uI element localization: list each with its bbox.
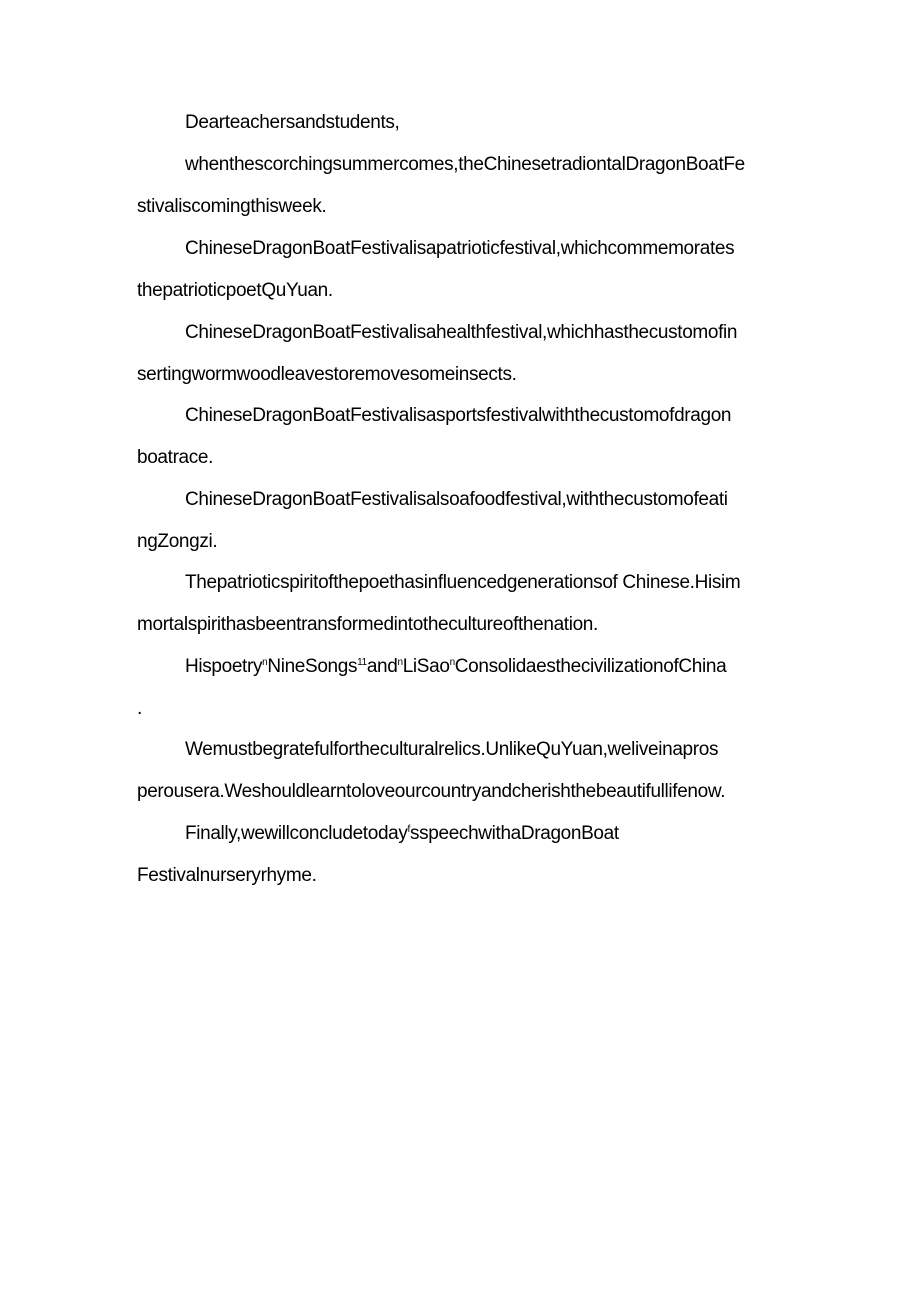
paragraph-line	[185, 822, 619, 846]
superscript-mark: n	[449, 657, 455, 668]
text-run: and	[366, 656, 398, 677]
superscript-mark: 11	[357, 657, 367, 668]
superscript-mark: f	[407, 824, 410, 835]
paragraph-line: sertingwormwoodleavestoremovesomeinsects.	[137, 364, 517, 385]
paragraph-line: .	[137, 698, 142, 719]
text-run: LiSao	[402, 656, 450, 677]
paragraph-line: mortalspirithasbeentransformedintothecultureofthenation.	[137, 614, 598, 635]
paragraph-line: perousera.Weshouldlearntoloveourcountryandcherishthebeautifullifenow.	[137, 781, 726, 802]
paragraph-line: ngZongzi.	[137, 531, 218, 552]
paragraph-line: thepatrioticpoetQuYuan.	[137, 280, 333, 301]
text-run: Finally,wewillconcludetoday	[185, 823, 408, 844]
paragraph-line: stivaliscomingthisweek.	[137, 196, 327, 217]
text-run: NineSongs	[267, 656, 358, 677]
paragraph-line: ChineseDragonBoatFestivalisapatrioticfestival,whichcommemorates	[185, 238, 735, 259]
paragraph-line: Festivalnurseryrhyme.	[137, 865, 317, 886]
text-run: ConsolidaesthecivilizationofChina	[454, 656, 727, 677]
paragraph-line: ChineseDragonBoatFestivalisasportsfestivalwiththecustomofdragon	[185, 405, 732, 426]
paragraph-line: Thepatrioticspiritofthepoethasinfluencedgenerationsof Chinese.Hisim	[185, 572, 741, 593]
paragraph-line: boatrace.	[137, 447, 214, 468]
paragraph-line: whenthescorchingsummercomes,theChinesetradiontalDragonBoatFe	[185, 154, 745, 175]
text-run: sspeechwithaDragonBoat	[409, 823, 619, 844]
paragraph-line: ChineseDragonBoatFestivalisalsoafoodfestival,withthecustomofeati	[185, 489, 728, 510]
superscript-mark: n	[397, 657, 403, 668]
greeting-line: Dearteachersandstudents,	[185, 112, 400, 133]
text-run: Hispoetry	[185, 656, 263, 677]
paragraph-line: Wemustbegratefulfortheculturalrelics.UnlikeQuYuan,weliveinapros	[185, 739, 719, 760]
superscript-mark: n	[262, 657, 268, 668]
paragraph-line	[185, 655, 726, 679]
paragraph-line: ChineseDragonBoatFestivalisahealthfestival,whichhasthecustomofin	[185, 322, 738, 343]
